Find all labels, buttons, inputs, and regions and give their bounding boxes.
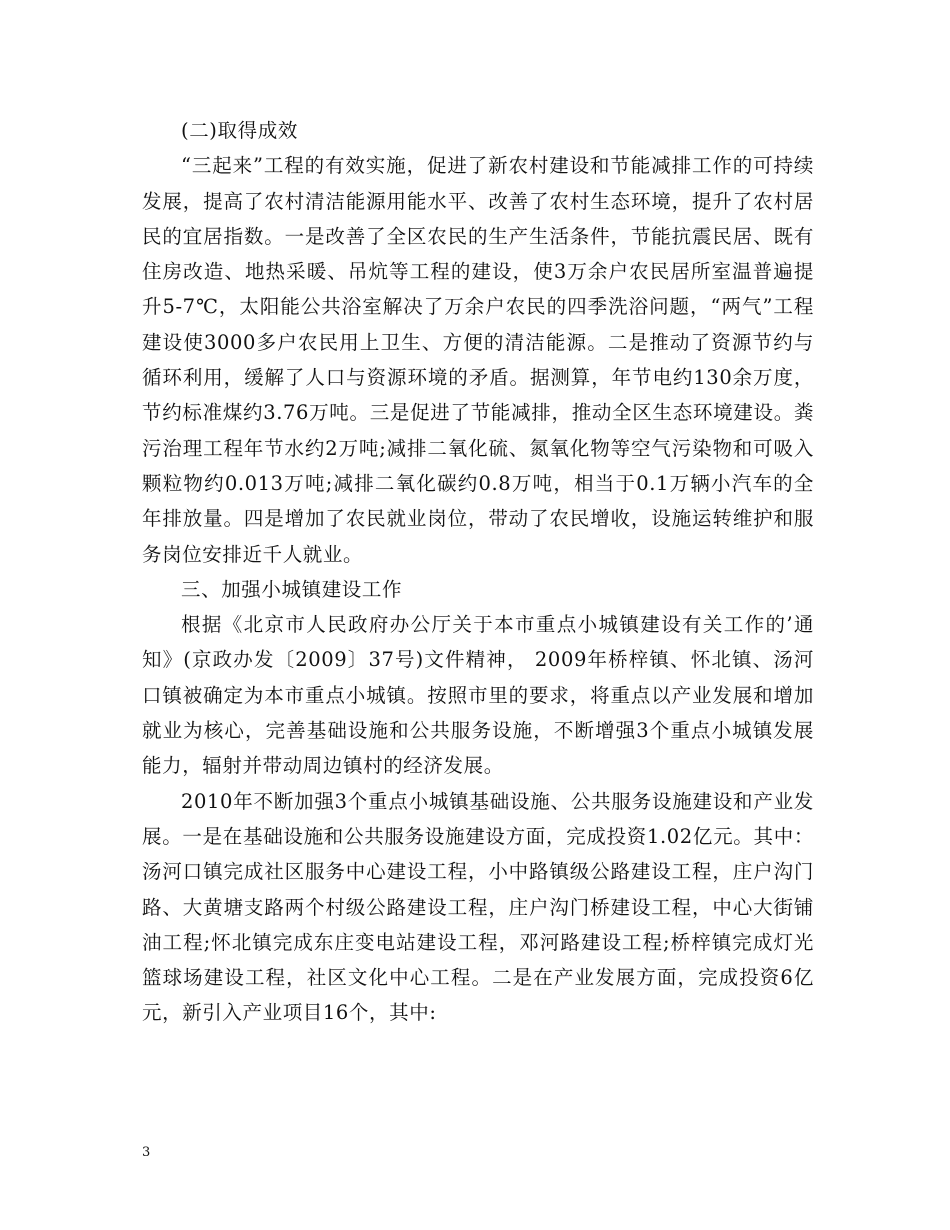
paragraph-results: “三起来”工程的有效实施，促进了新农村建设和节能减排工作的可持续发展，提高了农村清洁能源用能水平、改善了农村生态环境，提升了农村居民的宜居指数。一是改善了全区农民的生产生活条件，节能抗震民居、既有住房改造、地热采暖、吊炕等工程的建设，使3万余户农民居所室温普遍提升5-7℃，太阳能公共浴室解决了万余户农民的四季洗浴问题，“两气”工程建设使3000多户农民用上卫生、方便的清洁能源。二是推动了资源节约与循环利用，缓解了人口与资源环境的矛盾。据测算，年节电约130余万度，节约标准煤约3.76万吨。三是促进了节能减排，推动全区生态环境建设。粪污治理工程年节水约2万吨;减排二氧化硫、氮氧化物等空气污染物和可吸入颗粒物约0.013万吨;减排二氧化碳约0.8万吨，相当于0.1万辆小汽车的全年排放量。四是增加了农民就业岗位，带动了农民增收，设施运转维护和服务岗位安排近千人就业。 bbox=[142, 154, 814, 566]
page-number: 3 bbox=[142, 1145, 151, 1160]
paragraph-2010-progress: 2010年不断加强3个重点小城镇基础设施、公共服务设施建设和产业发展。一是在基础设施和公共服务设施建设方面，完成投资1.02亿元。其中：汤河口镇完成社区服务中心建设工程，小中路镇级公路建设工程，庄户沟门路、大黄塘支路两个村级公路建设工程，庄户沟门桥建设工程，中心大街铺油工程;怀北镇完成东庄变电站建设工程，邓河路建设工程;桥梓镇完成灯光篮球场建设工程，社区文化中心工程。二是在产业发展方面，完成投资6亿元，新引入产业项目16个，其中: bbox=[142, 789, 814, 1025]
paragraph-policy-basis: 根据《北京市人民政府办公厅关于本市重点小城镇建设有关工作的’通知》(京政办发〔2009〕37号)文件精神， 2009年桥梓镇、怀北镇、汤河口镇被确定为本市重点小城镇。按照市里的要求，将重点以产业发展和增加就业为核心，完善基础设施和公共服务设施，不断增强3个重点小城镇发展能力，辐射并带动周边镇村的经济发展。 bbox=[142, 613, 814, 778]
section-heading-small-towns: 三、加强小城镇建设工作 bbox=[181, 577, 403, 601]
document-body bbox=[142, 113, 814, 1031]
section-heading-results: (二)取得成效 bbox=[181, 119, 298, 142]
